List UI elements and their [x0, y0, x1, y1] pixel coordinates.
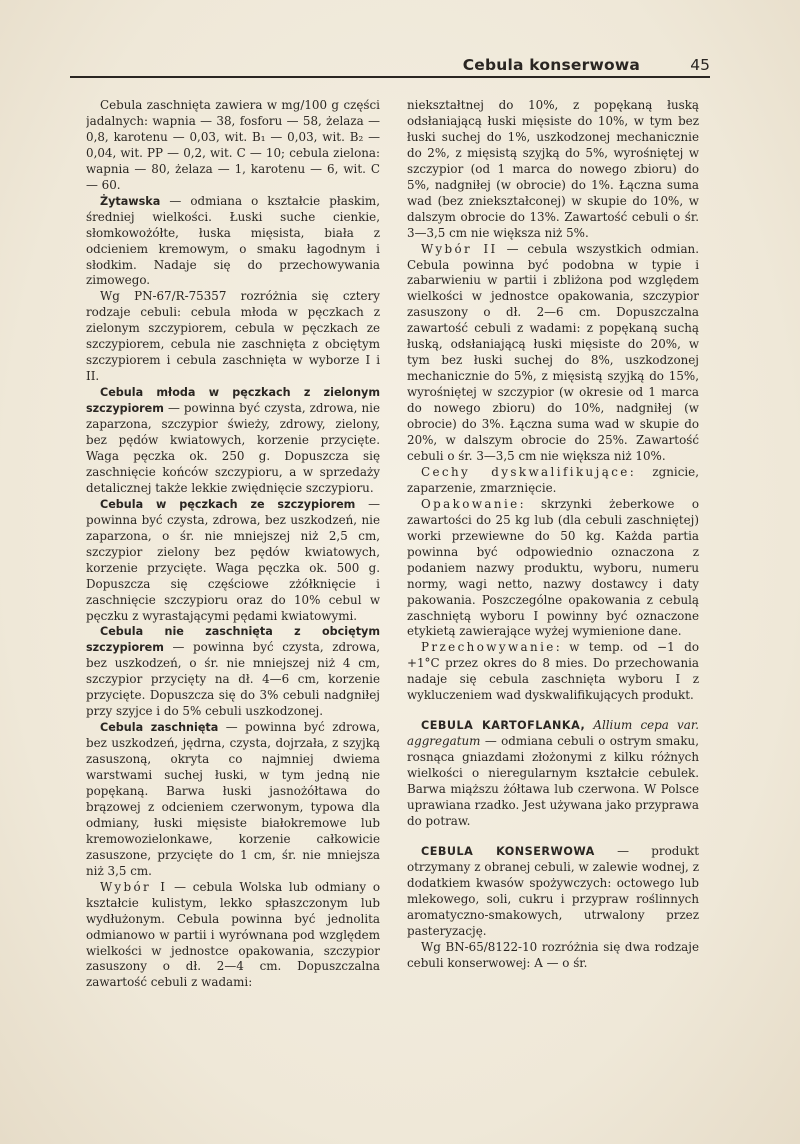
young-onion-paragraph [86, 385, 380, 497]
grade-two-paragraph [407, 242, 699, 465]
paragraph-text: — powinna być czysta, zdrowa, bez uszkodzeń, o śr. nie mniejszej niż 4 cm, szczypior przycięty na dł. 4—6 cm, korzenie przycięte. Dopuszcza się do 3% cebuli nadgniłej przy szyjce i do 5% cebuli uszkodzonej. [86, 640, 380, 719]
term-heading: Cebula młoda w pęczkach z zielonym szczypiorem [86, 386, 380, 416]
paragraph-text: — powinna być zdrowa, bez uszkodzeń, jędrna, czysta, dojrzała, z szyjką zasuszoną, okryta co najmniej dwiema warstwami suchej łuski, w tym jedną nie popękaną. Barwa łuski jasnożółtawa do brązowej z odcieniem czerwonym, typowa dla odmiany, łuski mięsiste białokremowe lub kremowozielonkawe, korzenie całkowicie zasuszone, przycięte do 1 cm, śr. nie mniejsza niż 3,5 cm. [86, 720, 380, 878]
paragraph-text: : skrzynki żeberkowe o zawartości do 25 kg lub (dla cebuli zaschniętej) worki przewiewne do 50 kg. Każda partia powinna być odpowiednio oznaczona z podaniem nazwy produktu, wyboru, numeru normy, wagi netto, nazwy dostawcy i daty pakowania. Poszczególne opakowania z cebulą zaschniętą wyboru I powinny być oznaczone etykietą zawierające wyżej wymienione dane. [407, 496, 699, 639]
paragraph-text: : zgnicie, zaparzenie, zmarznięcie. [407, 464, 699, 495]
disqualifying-paragraph [407, 465, 699, 497]
spaced-term: Wybór II [421, 241, 498, 256]
paragraph-text: — cebula Wolska lub odmiany o kształcie kulistym, lekko spłaszczonym lub wydłużonym. Cebula powinna być jednolita odmianowo w partii i wyrównana pod względem wielkości w jednostce opakowania, szczypior zasuszony o dł. 2—4 cm. Dopuszczalna zawartość cebuli z wadami: [86, 879, 380, 990]
paragraph-text: — odmiana cebuli o ostrym smaku, rosnąca gniazdami złożonymi z kilku różnych wielkości o nieregularnym kształcie cebulek. Barwa miąższu żółtawa lub czerwona. W Polsce uprawiana rzadko. Jest używana jako przyprawa do potraw. [407, 734, 699, 828]
page-number: 45 [690, 56, 710, 74]
entry-heading: CEBULA KONSERWOWA [421, 844, 595, 858]
term-heading: Żytawska [100, 194, 161, 208]
paragraph-text: — powinna być czysta, zdrowa, bez uszkodzeń, nie zaparzona, o śr. nie mniejszej niż 2,5 cm, szczypior zielony bez pędów kwiatowych, korzenie przycięte. Waga pęczka ok. 500 g. Dopuszcza się częściowe zżółknięcie i zaschnięcie szczypioru oraz do 10% cebul w pęczku z wyrastającymi pędami kwiatowymi. [86, 496, 380, 623]
term-heading: Cebula w pęczkach ze szczypiorem [100, 497, 356, 511]
term-heading: Cebula nie zaschnięta z obciętym szczypiorem [86, 625, 380, 655]
spaced-term: Opakowanie [421, 496, 520, 511]
header-rule [70, 76, 710, 78]
paragraph-text: — odmiana o kształcie płaskim, średniej wielkości. Łuski suche cienkie, słomkowożółte, łuska mięsista, biała z odcieniem kremowym, o smaku łagodnym i słodkim. Nadaje się do przechowywania zimowego. [86, 193, 380, 288]
paragraph-text: — cebula wszystkich odmian. Cebula powinna być podobna w typie i zabarwieniu w partii i zbliżona pod względem wielkości w jednostce opakowania, szczypior zasuszony o dł. 2—6 cm. Dopuszczalna zawartość cebuli z wadami: z popękaną suchą łuską, odsłaniającą łuski mięsiste do 20%, w tym bez łuski suchej do 8%, uszkodzonej mechanicznie do 5%, z mięsistą szyjką do 15%, wyrośniętej w szczypior (w okresie od 1 marca do nowego zbioru) do 10%, nadgniłej (w obrocie) do 3%. Łączna suma wad w skupie do 20%, w dalszym obrocie do 25%. Zawartość cebuli o śr. 3—3,5 cm nie większa niż 10%. [407, 241, 699, 463]
running-title: Cebula konserwowa [462, 56, 640, 74]
konserwowa-standard-paragraph: Wg BN-65/8122-10 rozróżnia się dwa rodzaje cebuli konserwowej: A — o śr. [407, 939, 699, 970]
dried-onion-paragraph [86, 720, 380, 880]
grade-one-paragraph [86, 880, 380, 992]
defects-paragraph: niekształtnej do 10%, z popękaną łuską odsłaniającą łuski mięsiste do 10%, w tym bez łuski suchej do 1%, uszkodzonej mechanicznie do 2%, z mięsistą szyjką do 5%, wyrośniętej w szczypior (od 1 marca do nowego zbioru) do 5%, nadgniłej (w obrocie) do 1%. Łączna suma wad (bez zniekształconej) w skupie do 10%, w dalszym obrocie do 13%. Zawartość cebuli o śr. 3—3,5 cm nie większa niż 5%. [407, 98, 699, 240]
term-heading: Cebula zaschnięta [100, 721, 219, 735]
spaced-term: Wybór I [100, 879, 168, 894]
bunch-onion-paragraph [86, 497, 380, 625]
entry-heading: CEBULA KARTOFLANKA, [421, 719, 586, 733]
konserwowa-entry [407, 844, 699, 940]
latin-name: Allium cepa var. aggregatum [407, 718, 699, 749]
page-header [70, 52, 710, 78]
spaced-term: Cechy dyskwalifikujące [421, 464, 630, 479]
packaging-paragraph [407, 497, 699, 641]
fresh-onion-paragraph [86, 624, 380, 720]
paragraph-text: — produkt otrzymany z obranej cebuli, w zalewie wodnej, z dodatkiem kwasów spożywczych: octowego lub mlekowego, soli, cukru i przypraw roślinnych aromatyczno-smakowych, utrwalony przez pasteryzację. [407, 843, 699, 938]
paragraph-text: — powinna być czysta, zdrowa, nie zaparzona, szczypior świeży, zdrowy, zielony, bez pędów kwiatowych, korzenie przycięte. Waga pęczka ok. 250 g. Dopuszcza się zaschnięcie końców szczypioru, a w sprzedaży detalicznej także lekkie zwiędnięcie szczypioru. [86, 401, 380, 495]
paragraph-text: : w temp. od −1 do +1°C przez okres do 8 mies. Do przechowania nadaje się cebula zaschnięta wyboru I z wykluczeniem wad dyskwalifikujących produkt. [407, 640, 699, 703]
nutrition-paragraph: Cebula zaschnięta zawiera w mg/100 g części jadalnych: wapnia — 38, fosforu — 58, żelaza — 0,8, karotenu — 0,03, wit. B₁ — 0,03, wit. B₂ — 0,04, wit. PP — 0,2, wit. C — 10; cebula zielona: wapnia — 80, żelaza — 1, karotenu — 6, wit. C — 60. [86, 98, 380, 192]
left-column [86, 98, 380, 1118]
standard-paragraph: Wg PN-67/R-75357 rozróżnia się cztery rodzaje cebuli: cebula młoda w pęczkach z zielonym szczypiorem, cebula w pęczkach ze szczypiorem, cebula nie zaschnięta z obciętym szczypiorem i cebula zaschnięta w wyborze I i II. [86, 289, 380, 384]
spaced-term: Przechowywanie [421, 640, 556, 655]
right-column [407, 98, 699, 1118]
kartoflanka-entry [407, 718, 699, 830]
zytawska-paragraph [86, 194, 380, 290]
storage-paragraph [407, 640, 699, 704]
